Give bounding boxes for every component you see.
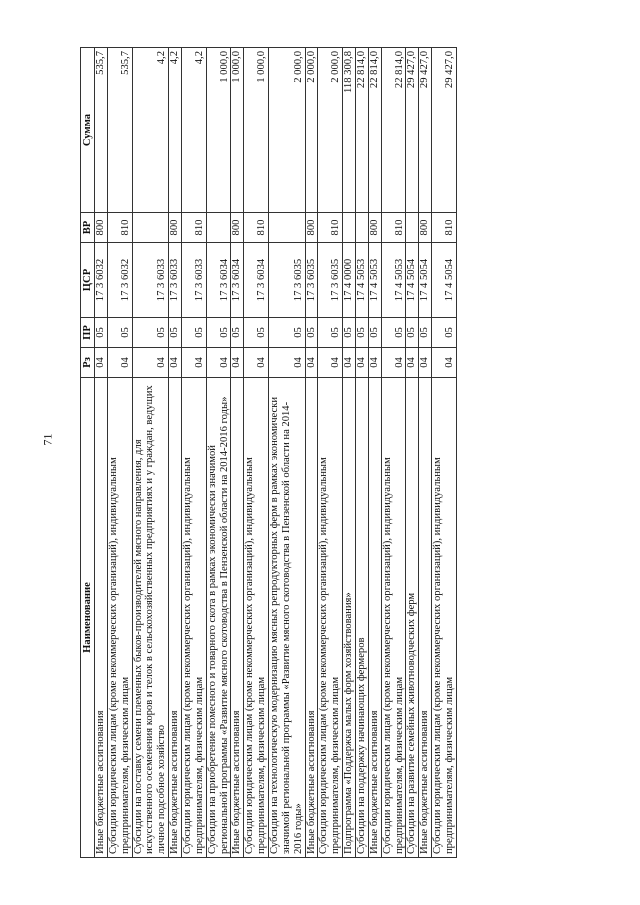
cell-rz: 04	[182, 348, 207, 378]
cell-sum: 29 427,0	[406, 48, 419, 213]
cell-sum: 535,7	[107, 48, 132, 213]
cell-rz: 04	[269, 348, 306, 378]
table-row	[318, 48, 343, 858]
cell-name: Субсидии юридическим лицам (кроме некоммерческих организаций), индивидуальным предпринимателям, физическим лицам	[318, 378, 343, 858]
cell-pr: 05	[182, 318, 207, 348]
cell-rz: 04	[169, 348, 182, 378]
header-csr: ЦСР	[81, 243, 95, 318]
cell-name: Субсидии юридическим лицам (кроме некоммерческих организаций), индивидуальным предпринимателям, физическим лицам	[381, 378, 406, 858]
cell-sum: 4,2	[182, 48, 207, 213]
table-row	[107, 48, 132, 858]
cell-name: Субсидии юридическим лицам (кроме некоммерческих организаций), индивидуальным предпринимателям, физическим лицам	[107, 378, 132, 858]
cell-sum: 1 000,0	[206, 48, 231, 213]
cell-vr: 810	[182, 213, 207, 243]
table-row	[95, 48, 108, 858]
cell-csr: 17 3 6032	[107, 243, 132, 318]
cell-vr	[343, 213, 356, 243]
cell-name: Субсидии на технологическую модернизацию мясных репродукторных ферм в рамках экономически значимой региональной программы «Развитие мясного скотоводства в Пензенской области на 2014-2016 годы»	[269, 378, 306, 858]
table-row	[368, 48, 381, 858]
cell-csr: 17 3 6034	[231, 243, 244, 318]
header-name: Наименование	[81, 378, 95, 858]
cell-vr: 800	[305, 213, 318, 243]
cell-name: Субсидии на поддержку начинающих фермеров	[356, 378, 369, 858]
cell-csr: 17 4 5053	[381, 243, 406, 318]
cell-sum: 535,7	[95, 48, 108, 213]
cell-rz: 04	[132, 348, 169, 378]
cell-rz: 04	[107, 348, 132, 378]
cell-name: Иные бюджетные ассигнования	[368, 378, 381, 858]
cell-csr: 17 3 6034	[244, 243, 269, 318]
cell-csr: 17 4 5053	[356, 243, 369, 318]
cell-csr: 17 3 6033	[182, 243, 207, 318]
cell-pr: 05	[356, 318, 369, 348]
cell-csr: 17 3 6032	[95, 243, 108, 318]
table-row	[244, 48, 269, 858]
table-row	[432, 48, 457, 858]
header-vr: ВР	[81, 213, 95, 243]
cell-vr	[356, 213, 369, 243]
cell-vr: 800	[231, 213, 244, 243]
header-pr: ПР	[81, 318, 95, 348]
cell-csr: 17 3 6035	[305, 243, 318, 318]
cell-rz: 04	[432, 348, 457, 378]
table-row	[381, 48, 406, 858]
cell-pr: 05	[244, 318, 269, 348]
cell-name: Субсидии на развитие семейных животноводческих ферм	[406, 378, 419, 858]
cell-sum: 22 814,0	[356, 48, 369, 213]
cell-csr: 17 3 6035	[318, 243, 343, 318]
cell-pr: 05	[269, 318, 306, 348]
cell-vr: 810	[244, 213, 269, 243]
cell-csr: 17 3 6034	[206, 243, 231, 318]
cell-vr	[269, 213, 306, 243]
cell-pr: 05	[419, 318, 432, 348]
cell-name: Иные бюджетные ассигнования	[95, 378, 108, 858]
cell-rz: 04	[343, 348, 356, 378]
table-row	[356, 48, 369, 858]
cell-name: Субсидии юридическим лицам (кроме некоммерческих организаций), индивидуальным предпринимателям, физическим лицам	[432, 378, 457, 858]
cell-csr: 17 4 5054	[406, 243, 419, 318]
cell-name: Субсидии на приобретение помесного и товарного скота в рамках экономически значимой региональной программы «Развитие мясного скотоводства в Пензенской области на 2014-2016 годы»	[206, 378, 231, 858]
table-row	[132, 48, 169, 858]
cell-sum: 1 000,0	[244, 48, 269, 213]
table-row	[206, 48, 231, 858]
cell-sum: 22 814,0	[368, 48, 381, 213]
cell-pr: 05	[406, 318, 419, 348]
cell-rz: 04	[206, 348, 231, 378]
cell-csr: 17 4 0000	[343, 243, 356, 318]
cell-pr: 05	[381, 318, 406, 348]
cell-sum: 2 000,0	[269, 48, 306, 213]
table-row	[406, 48, 419, 858]
cell-vr	[406, 213, 419, 243]
cell-name: Подпрограмма «Поддержка малых форм хозяйствования»	[343, 378, 356, 858]
cell-vr	[206, 213, 231, 243]
cell-name: Субсидии юридическим лицам (кроме некоммерческих организаций), индивидуальным предпринимателям, физическим лицам	[244, 378, 269, 858]
cell-rz: 04	[381, 348, 406, 378]
cell-vr: 810	[107, 213, 132, 243]
table-row	[182, 48, 207, 858]
cell-rz: 04	[419, 348, 432, 378]
cell-csr: 17 3 6033	[132, 243, 169, 318]
cell-sum: 1 000,0	[231, 48, 244, 213]
cell-sum: 4,2	[132, 48, 169, 213]
cell-pr: 05	[318, 318, 343, 348]
cell-sum: 118 300,8	[343, 48, 356, 213]
page-number: 71	[40, 433, 55, 446]
cell-vr: 810	[318, 213, 343, 243]
cell-pr: 05	[305, 318, 318, 348]
cell-vr: 800	[419, 213, 432, 243]
cell-sum: 2 000,0	[318, 48, 343, 213]
cell-sum: 29 427,0	[419, 48, 432, 213]
cell-pr: 05	[95, 318, 108, 348]
cell-vr: 810	[432, 213, 457, 243]
header-rz: Рз	[81, 348, 95, 378]
cell-sum: 29 427,0	[432, 48, 457, 213]
cell-rz: 04	[231, 348, 244, 378]
cell-sum: 2 000,0	[305, 48, 318, 213]
cell-csr: 17 3 6033	[169, 243, 182, 318]
cell-pr: 05	[169, 318, 182, 348]
cell-csr: 17 4 5053	[368, 243, 381, 318]
cell-vr	[132, 213, 169, 243]
cell-csr: 17 4 5054	[419, 243, 432, 318]
cell-name: Субсидии юридическим лицам (кроме некоммерческих организаций), индивидуальным предпринимателям, физическим лицам	[182, 378, 207, 858]
cell-name: Иные бюджетные ассигнования	[305, 378, 318, 858]
table-row	[169, 48, 182, 858]
cell-rz: 04	[95, 348, 108, 378]
cell-rz: 04	[318, 348, 343, 378]
cell-rz: 04	[368, 348, 381, 378]
table-row	[343, 48, 356, 858]
cell-pr: 05	[107, 318, 132, 348]
budget-table	[80, 47, 457, 858]
cell-sum: 22 814,0	[381, 48, 406, 213]
cell-name: Иные бюджетные ассигнования	[231, 378, 244, 858]
cell-csr: 17 3 6035	[269, 243, 306, 318]
cell-pr: 05	[432, 318, 457, 348]
header-sum: Сумма	[81, 48, 95, 213]
cell-vr: 800	[368, 213, 381, 243]
cell-pr: 05	[231, 318, 244, 348]
cell-sum: 4,2	[169, 48, 182, 213]
cell-name: Субсидии на поставку семени племенных быков-производителей мясного направления, для искусственного осеменения коров и телок в сельскохозяйственных предприятиях и у граждан, ведущих личное подсобное хозяйство	[132, 378, 169, 858]
cell-rz: 04	[305, 348, 318, 378]
cell-rz: 04	[356, 348, 369, 378]
cell-pr: 05	[206, 318, 231, 348]
cell-pr: 05	[132, 318, 169, 348]
cell-name: Иные бюджетные ассигнования	[169, 378, 182, 858]
cell-name: Иные бюджетные ассигнования	[419, 378, 432, 858]
cell-vr: 810	[381, 213, 406, 243]
rotated-table-wrapper	[80, 48, 560, 858]
table-row	[419, 48, 432, 858]
cell-csr: 17 4 5054	[432, 243, 457, 318]
cell-rz: 04	[244, 348, 269, 378]
table-row	[269, 48, 306, 858]
cell-vr: 800	[95, 213, 108, 243]
table-row	[305, 48, 318, 858]
cell-pr: 05	[343, 318, 356, 348]
table-row	[231, 48, 244, 858]
cell-rz: 04	[406, 348, 419, 378]
cell-pr: 05	[368, 318, 381, 348]
cell-vr: 800	[169, 213, 182, 243]
table-header-row	[81, 48, 95, 858]
